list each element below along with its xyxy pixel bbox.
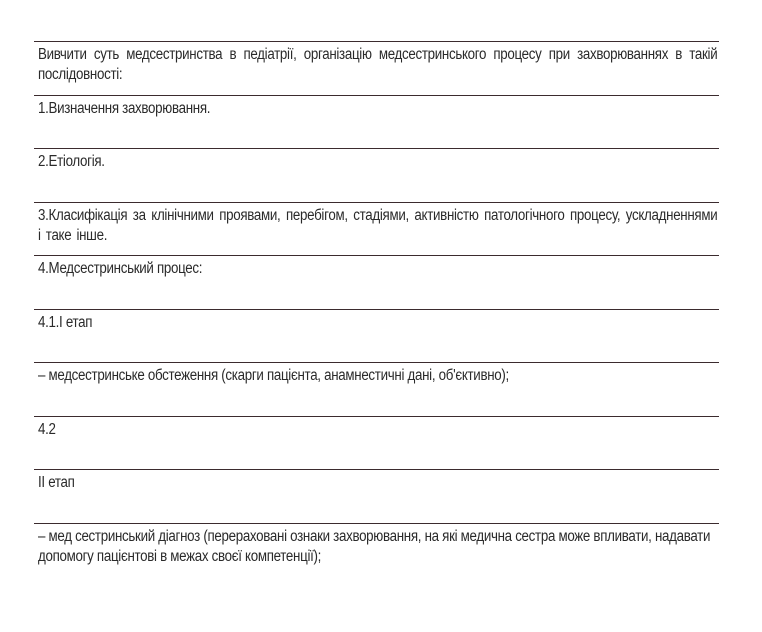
table-row-definition xyxy=(34,95,719,149)
table-row-nursing-process xyxy=(34,255,719,309)
row-text: 2.Етіологія. xyxy=(38,153,105,170)
row-text: – мед сестринський діагноз (перераховані ознаки захворювання, на які медична сестра може впливати, надавати допомогу пацієнтові в межах своєї компетенції); xyxy=(38,527,711,565)
row-text: 4.1.I етап xyxy=(38,313,93,331)
row-text: – медсестринське обстеження (скарги пацієнта, анамнестичні дані, об'єктивно); xyxy=(38,367,509,384)
table-row-etiology xyxy=(34,148,719,202)
row-text: 3.Класифікація за клінічними проявами, перебігом, стадіями, активністю патологічного процесу, ускладненнями і таке інше. xyxy=(38,206,718,244)
table-row-classification xyxy=(34,202,719,256)
row-text: 1.Визначення захворювання. xyxy=(38,99,211,117)
study-plan-table xyxy=(34,41,719,583)
table-row-stage-2 xyxy=(34,469,719,523)
row-text: 4.Медсестринський процес: xyxy=(38,260,203,277)
row-text: II етап xyxy=(38,474,75,491)
table-row-nursing-examination xyxy=(34,362,719,416)
row-text: Вивчити суть медсестринства в педіатрії, організацію медсестринського процесу при захворюваннях в такій послідовності: xyxy=(38,46,718,83)
table-row-intro xyxy=(34,41,719,95)
table-row-4-2 xyxy=(34,416,719,470)
row-text: 4.2 xyxy=(38,420,56,438)
table-row-stage-1 xyxy=(34,309,719,363)
table-row-nursing-diagnosis xyxy=(34,523,719,583)
